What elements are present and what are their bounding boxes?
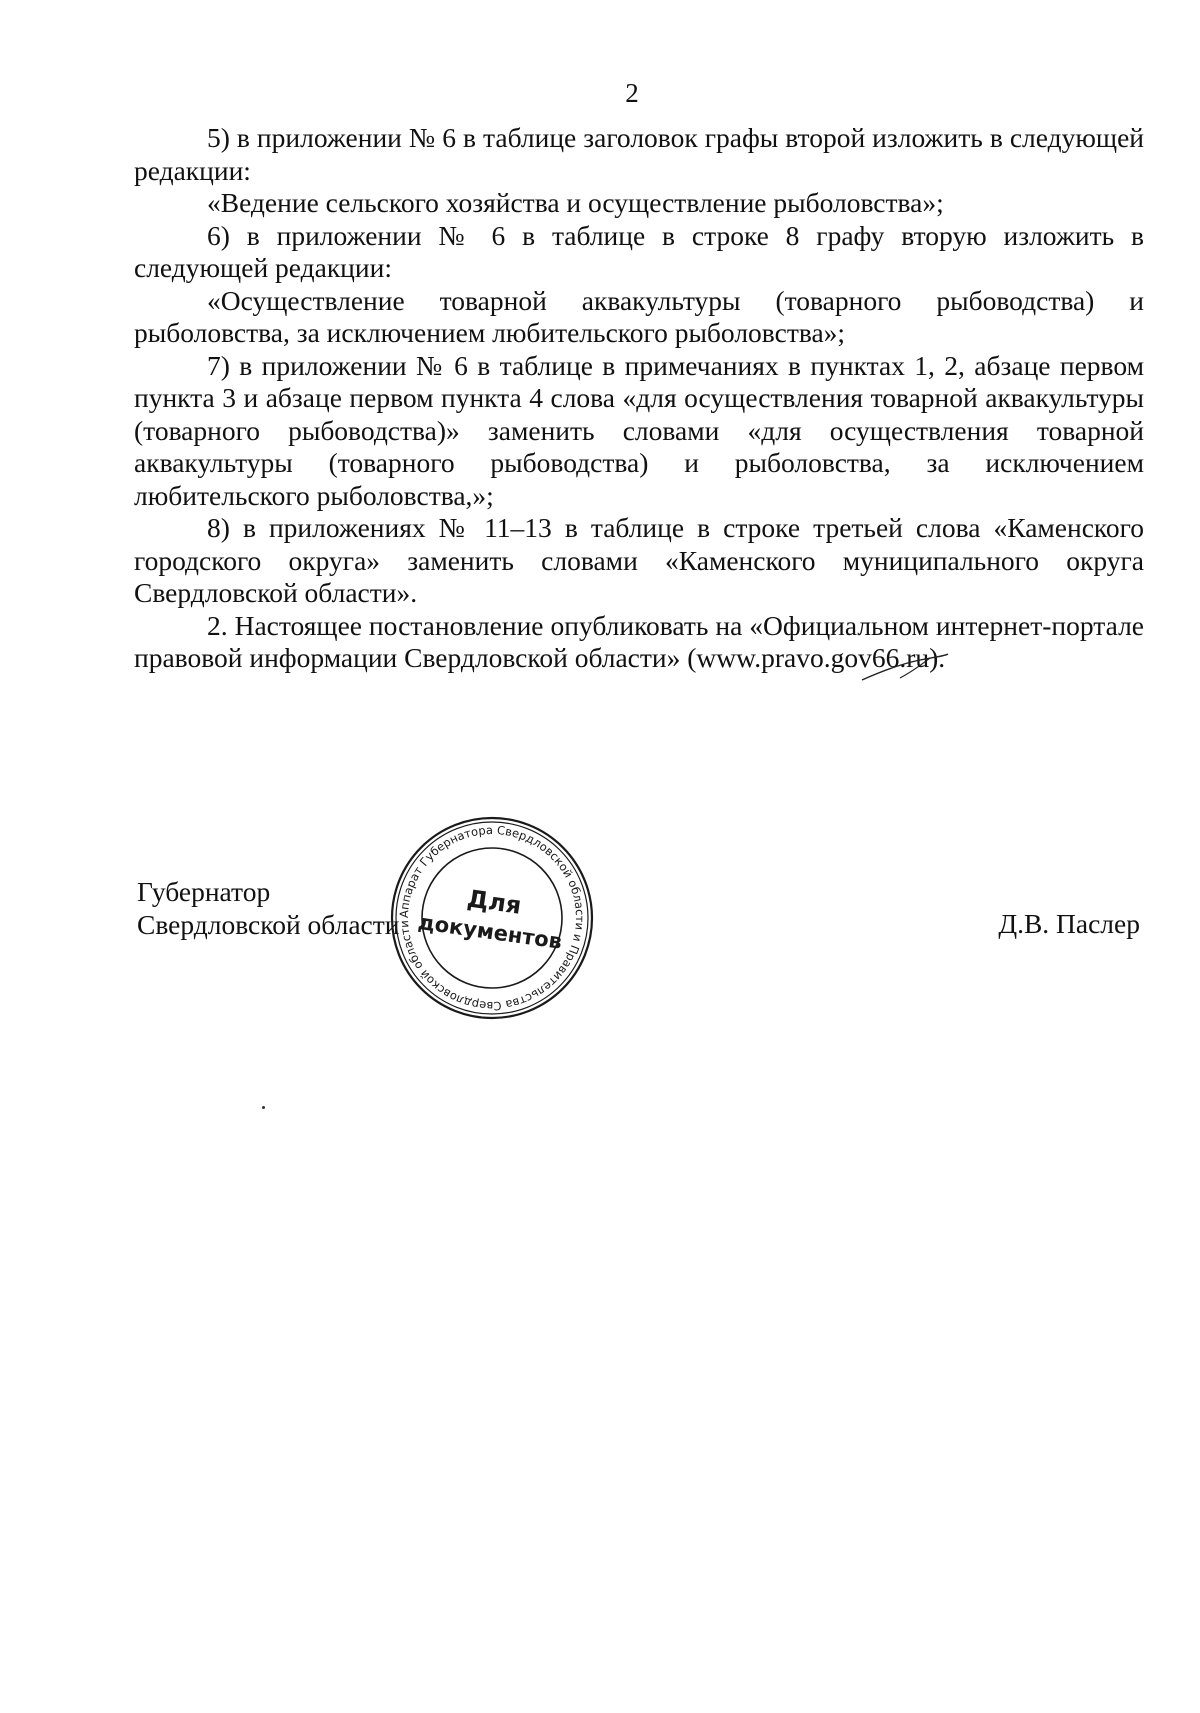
paragraph-item-5: 5) в приложении № 6 в таблице заголовок графы второй изложить в следующей редакции: [134, 122, 1144, 186]
stamp-center-line1: Для [465, 884, 524, 920]
paragraph-quote-6: «Осуществление товарной аквакультуры (товарного рыбоводства) и рыболовства, за исключением любительского рыболовства»; [134, 284, 1144, 348]
official-stamp [389, 815, 595, 1021]
document-body [134, 122, 1144, 675]
ink-speck [262, 1106, 265, 1109]
signature-title-line2: Свердловской области [137, 908, 400, 940]
stamp-ring-text: Аппарат Губернатора Свердловской области и Правительства Свердловской области [396, 822, 588, 1014]
paragraph-item-6: 6) в приложении № 6 в таблице в строке 8 графу вторую изложить в следующей редакции: [134, 219, 1144, 283]
signature-name: Д.В. Паслер [998, 908, 1140, 939]
pen-scratch-mark [860, 650, 950, 690]
paragraph-quote-5: «Ведение сельского хозяйства и осуществление рыболовства»; [207, 187, 944, 218]
stamp-center-line2: документов [416, 909, 564, 954]
signature-title-line1: Губернатор [137, 876, 271, 907]
paragraph-item-8: 8) в приложениях № 11–13 в таблице в строке третьей слова «Каменского городского округа» заменить словами «Каменского муниципального округа Свердловской области». [134, 512, 1144, 608]
signature-title [137, 876, 400, 941]
paragraph-item-publish: 2. Настоящее постановление опубликовать на «Официальном интернет-портале правовой информации Свердловской области» (www.pravo.gov66.ru). [134, 609, 1144, 673]
page-number: 2 [625, 78, 639, 108]
paragraph-item-7: 7) в приложении № 6 в таблице в примечаниях в пунктах 1, 2, абзаце первом пункта 3 и абзаце первом пункта 4 слова «для осуществления товарной аквакультуры (товарного рыбоводства)» заменить словами «для осуществления товарной аквакультуры (товарного рыбоводства) и рыболовства, за исключением любительского рыболовства,»; [134, 349, 1144, 511]
